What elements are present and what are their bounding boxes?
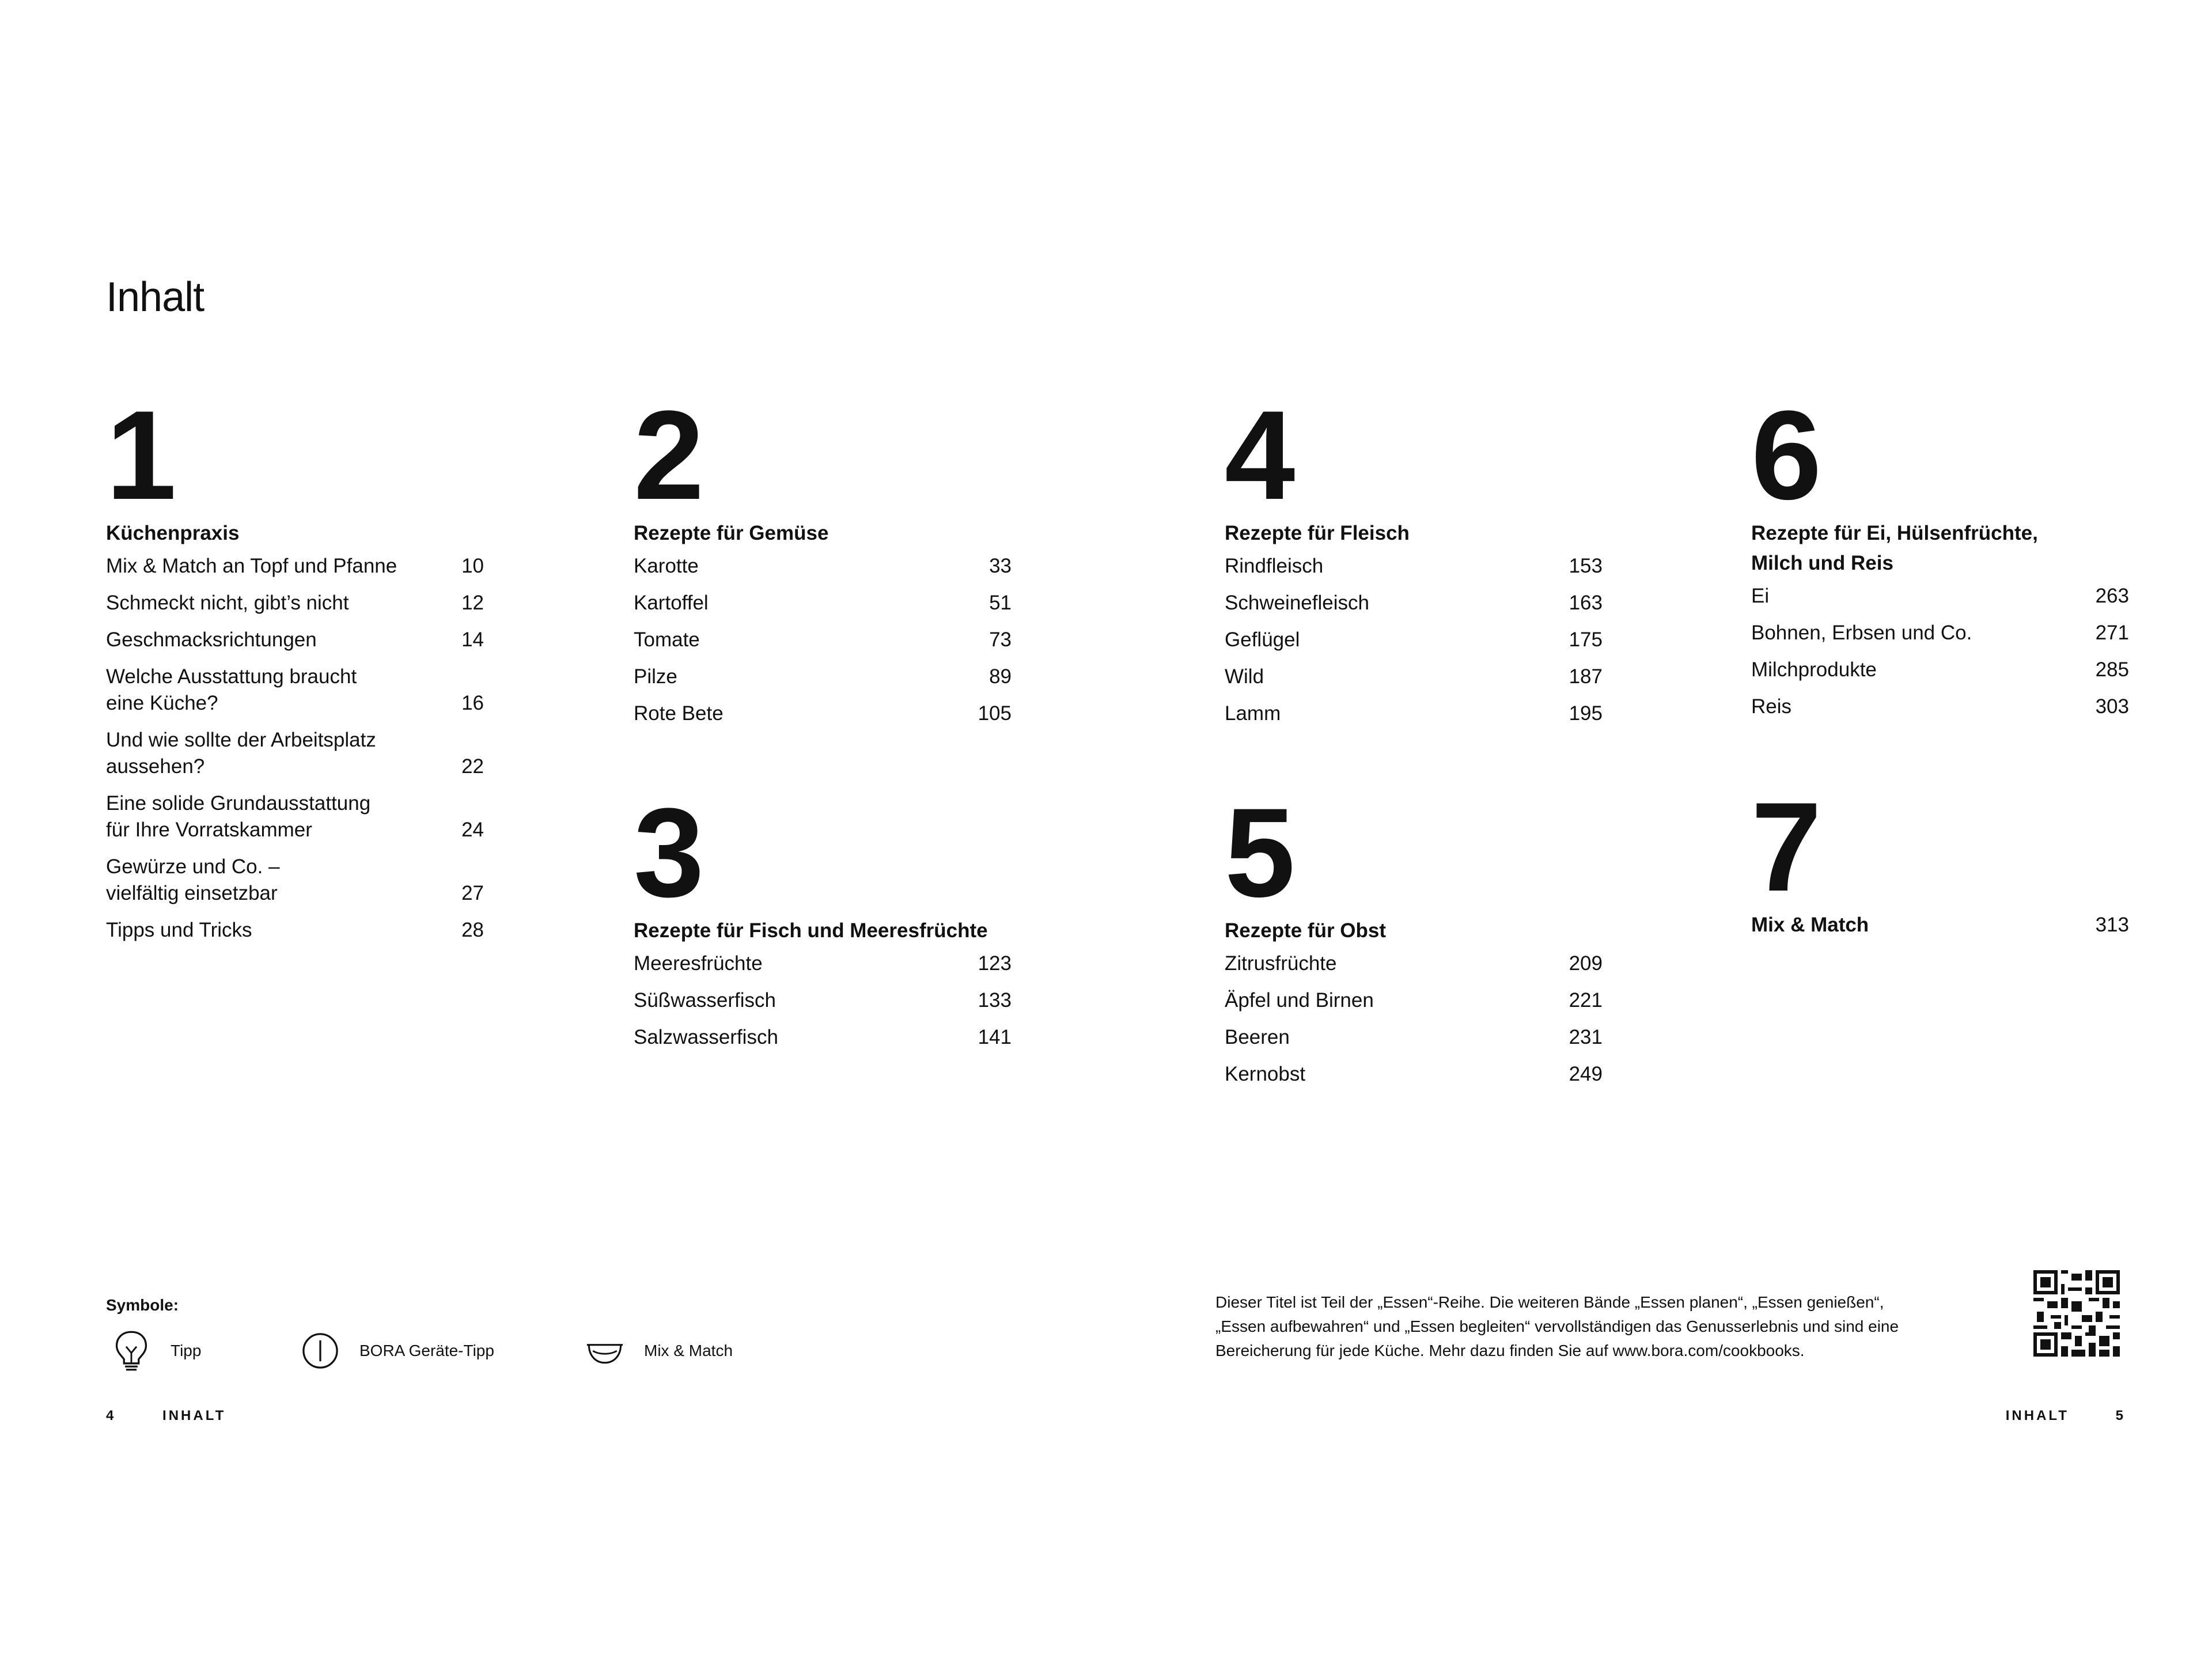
series-note: Dieser Titel ist Teil der „Essen“-Reihe. Die weiteren Bände „Essen planen“, „Essen genießen“, „Essen aufbewahren“ und „Essen begleiten“ vervollständigen das Genusserlebnis und sind eine Bereicherung für jede Küche. Mehr dazu finden Sie auf www.bora.com/cookbooks.	[1215, 1293, 1899, 1359]
entry-page: 51	[989, 592, 1012, 614]
entry-page: 313	[2095, 914, 2129, 936]
toc-entry[interactable]	[1751, 910, 2129, 940]
running-title: INHALT	[162, 1408, 226, 1423]
entry-label: Milchprodukte	[1751, 658, 1877, 681]
entry-label: Pilze	[634, 665, 677, 688]
symbols-heading: Symbole:	[106, 1296, 179, 1314]
section-7	[1751, 776, 2129, 940]
entry-page: 73	[989, 628, 1012, 651]
toc-entry[interactable]	[1751, 657, 2129, 683]
section-4	[1225, 384, 1603, 737]
entry-page: 263	[2095, 585, 2129, 607]
entry-page: 249	[1569, 1063, 1603, 1085]
section-5	[1225, 782, 1603, 1098]
toc-entry[interactable]	[1225, 700, 1603, 727]
toc-entry[interactable]	[1751, 583, 2129, 609]
qr-code-icon[interactable]	[2033, 1270, 2120, 1357]
toc-entry[interactable]	[1225, 590, 1603, 616]
toc-entry[interactable]	[634, 664, 1012, 690]
toc-entry[interactable]	[106, 854, 484, 907]
entry-label: Lamm	[1225, 702, 1281, 725]
entry-page: 303	[2095, 695, 2129, 718]
entry-label: Rote Bete	[634, 702, 724, 725]
symbol-label: Tipp	[171, 1342, 202, 1359]
section-title: Rezepte für Fleisch	[1225, 522, 1410, 544]
symbol-bora-tipp	[298, 1328, 494, 1374]
section-number: 7	[1751, 776, 1819, 918]
entry-label: Zitrusfrüchte	[1225, 952, 1337, 975]
section-number: 3	[634, 782, 701, 923]
entry-label: Rindfleisch	[1225, 555, 1324, 577]
toc-entry[interactable]	[1225, 1024, 1603, 1051]
entry-page: 16	[461, 692, 484, 714]
section-2	[634, 384, 1012, 737]
entry-label: Schmeckt nicht, gibt’s nicht	[106, 592, 349, 614]
lightbulb-icon	[109, 1328, 153, 1374]
section-6	[1751, 384, 2129, 730]
entry-label: Tomate	[634, 628, 700, 651]
section-title: Rezepte für Gemüse	[634, 522, 829, 544]
toc-entry[interactable]	[1225, 627, 1603, 653]
page-number: 4	[106, 1408, 116, 1423]
toc-entry[interactable]	[106, 664, 484, 717]
toc-entry[interactable]	[634, 590, 1012, 616]
entry-label: Salzwasserfisch	[634, 1026, 778, 1048]
entry-page: 14	[461, 628, 484, 651]
symbol-label: BORA Geräte-Tipp	[359, 1342, 494, 1359]
entry-page: 22	[461, 755, 484, 778]
entry-page: 209	[1569, 952, 1603, 975]
entry-page: 10	[461, 555, 484, 577]
entry-page: 271	[2095, 622, 2129, 644]
toc-entry[interactable]	[106, 917, 484, 944]
section-number: 2	[634, 384, 701, 526]
entry-label: Geschmacksrichtungen	[106, 628, 317, 651]
entry-page: 175	[1569, 628, 1603, 651]
toc-entry[interactable]	[106, 727, 484, 780]
toc-entry[interactable]	[1225, 664, 1603, 690]
bowl-icon	[583, 1328, 627, 1374]
toc-entry[interactable]	[1751, 694, 2129, 720]
entry-label: Süßwasserfisch	[634, 989, 777, 1012]
toc-entry[interactable]	[1225, 553, 1603, 579]
toc-entry[interactable]	[1225, 1061, 1603, 1088]
toc-entry[interactable]	[634, 987, 1012, 1014]
section-title: Rezepte für Fisch und Meeresfrüchte	[634, 919, 988, 942]
entry-page: 123	[978, 952, 1012, 975]
entry-label: Wild	[1225, 665, 1264, 688]
entry-label: Beeren	[1225, 1026, 1290, 1048]
footer-left	[106, 1408, 226, 1424]
toc-entry[interactable]	[106, 553, 484, 579]
entry-label: Und wie sollte der Arbeitsplatz aussehen?	[106, 729, 376, 778]
section-number: 5	[1225, 782, 1292, 923]
entry-page: 163	[1569, 592, 1603, 614]
entry-label: Kartoffel	[634, 592, 709, 614]
entry-page: 221	[1569, 989, 1603, 1012]
toc-entry[interactable]	[106, 790, 484, 843]
toc-entry[interactable]	[1225, 987, 1603, 1014]
entry-page: 285	[2095, 658, 2129, 681]
entry-label: Ei	[1751, 585, 1770, 607]
entry-page: 231	[1569, 1026, 1603, 1048]
section-number: 6	[1751, 384, 1819, 526]
entry-page: 27	[461, 882, 484, 904]
entry-page: 12	[461, 592, 484, 614]
entry-page: 33	[989, 555, 1012, 577]
section-title: Rezepte für Ei, Hülsenfrüchte, Milch und Reis	[1751, 522, 2038, 574]
toc-entry[interactable]	[634, 950, 1012, 977]
entry-page: 187	[1569, 665, 1603, 688]
entry-label: Karotte	[634, 555, 699, 577]
entry-page: 89	[989, 665, 1012, 688]
page-title: Inhalt	[106, 274, 204, 320]
footer-right	[2006, 1408, 2126, 1424]
entry-label: Bohnen, Erbsen und Co.	[1751, 622, 1972, 644]
entry-label: Schweinefleisch	[1225, 592, 1369, 614]
toc-entry[interactable]	[634, 627, 1012, 653]
entry-label: Äpfel und Birnen	[1225, 989, 1374, 1012]
entry-label: Welche Ausstattung braucht eine Küche?	[106, 665, 357, 714]
entry-label: Reis	[1751, 695, 1792, 718]
circle-bar-icon	[298, 1328, 342, 1374]
entry-page: 195	[1569, 702, 1603, 725]
toc-entry[interactable]	[1751, 620, 2129, 646]
section-3	[634, 782, 1012, 1061]
entry-page: 28	[461, 919, 484, 941]
toc-entry[interactable]	[634, 553, 1012, 579]
entry-page: 153	[1569, 555, 1603, 577]
page-number: 5	[2115, 1408, 2126, 1423]
entry-label: Mix & Match an Topf und Pfanne	[106, 555, 397, 577]
section-1	[106, 384, 484, 954]
toc-entry[interactable]	[634, 700, 1012, 727]
toc-entry[interactable]	[1225, 950, 1603, 977]
entry-page: 24	[461, 819, 484, 841]
symbol-mix-match	[583, 1328, 733, 1374]
toc-entry[interactable]	[106, 627, 484, 653]
section-title: Küchenpraxis	[106, 522, 240, 544]
toc-entry[interactable]	[634, 1024, 1012, 1051]
entry-page: 141	[978, 1026, 1012, 1048]
entry-label: Kernobst	[1225, 1063, 1306, 1085]
section-number: 1	[106, 384, 173, 526]
toc-entry[interactable]	[106, 590, 484, 616]
section-title: Mix & Match	[1751, 914, 1869, 936]
section-number: 4	[1225, 384, 1292, 526]
entry-page: 133	[978, 989, 1012, 1012]
entry-label: Eine solide Grundausstattung für Ihre Vorratskammer	[106, 792, 371, 841]
entry-label: Gewürze und Co. – vielfältig einsetzbar	[106, 855, 280, 904]
entry-label: Meeresfrüchte	[634, 952, 763, 975]
symbol-label: Mix & Match	[644, 1342, 733, 1359]
entry-label: Geflügel	[1225, 628, 1300, 651]
section-title: Rezepte für Obst	[1225, 919, 1387, 942]
symbol-tipp	[109, 1328, 201, 1374]
entry-label: Tipps und Tricks	[106, 919, 252, 941]
entry-page: 105	[978, 702, 1012, 725]
running-title: INHALT	[2005, 1408, 2069, 1423]
